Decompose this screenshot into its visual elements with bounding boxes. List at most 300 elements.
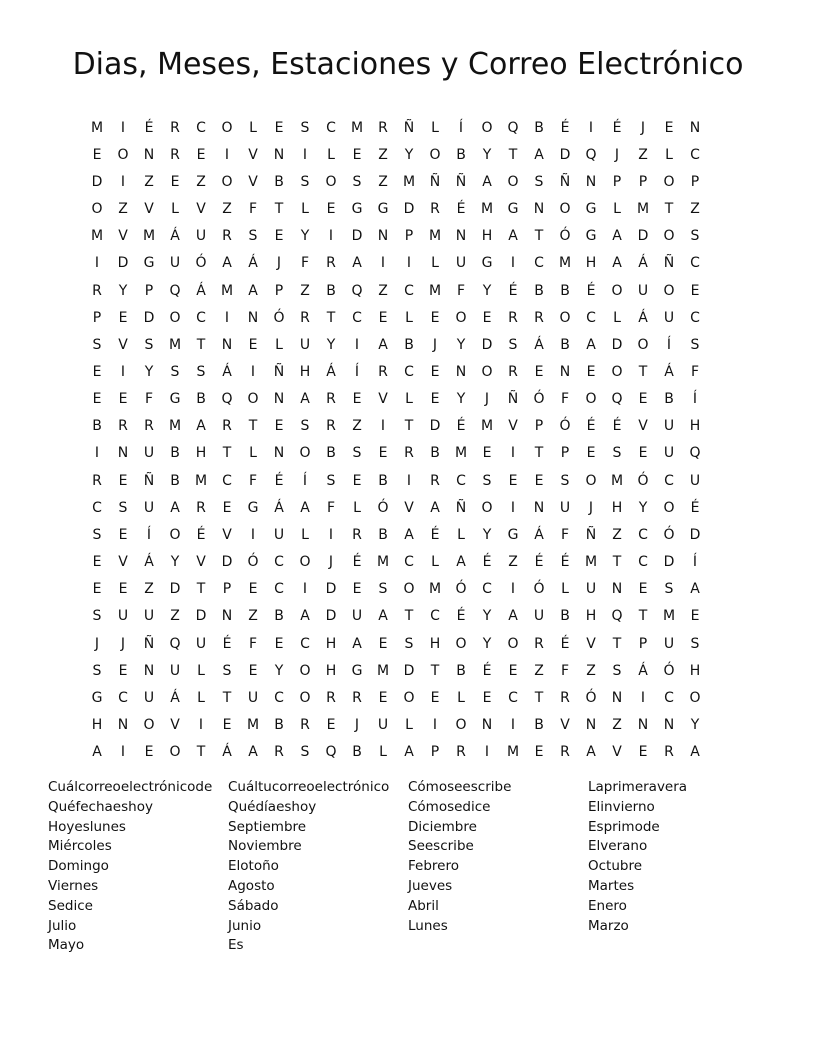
grid-letter: D [481,336,493,353]
word-bank-item: Enero [588,897,627,914]
grid-letter: S [404,635,414,652]
grid-letter: I [250,363,256,380]
grid-letter: E [482,689,492,706]
grid-letter: S [560,472,570,489]
grid-letter: Ñ [143,472,155,489]
grid-letter: S [300,119,310,136]
grid-letter: R [170,146,180,163]
grid-letter: U [299,336,311,353]
grid-letter: O [507,173,519,190]
grid-letter: M [662,608,676,625]
grid-letter: L [665,146,673,163]
grid-letter: Á [638,255,648,272]
word-bank-item: Febrero [408,858,459,875]
grid-letter: Ó [663,526,675,543]
word-bank-item: Quéfechaeshoy [48,798,153,815]
grid-letter: T [248,418,258,435]
word-bank-column-2 [228,778,408,956]
grid-letter: Z [690,201,700,218]
grid-letter: Ó [455,581,467,598]
grid-letter: U [585,581,597,598]
grid-letter: U [663,418,675,435]
grid-letter: O [559,309,571,326]
grid-letter: L [197,662,205,679]
grid-letter: O [663,173,675,190]
grid-letter: A [534,146,544,163]
grid-letter: B [326,445,336,462]
grid-letter: B [274,173,284,190]
grid-letter: Q [351,282,363,299]
grid-letter: E [482,309,492,326]
page-title: Dias, Meses, Estaciones y Correo Electrónico [72,47,744,82]
grid-letter: A [248,744,258,761]
grid-letter: B [378,472,388,489]
grid-letter: A [352,635,362,652]
grid-letter: R [456,744,466,761]
grid-letter: V [144,201,154,218]
grid-letter: Ó [533,391,545,408]
grid-row [84,440,734,467]
grid-letter: A [248,282,258,299]
grid-letter: I [510,255,516,272]
grid-letter: C [404,363,414,380]
grid-letter: I [120,363,126,380]
grid-letter: V [586,635,596,652]
grid-letter: Q [169,635,181,652]
grid-letter: E [222,717,232,734]
grid-letter: J [614,146,620,163]
grid-letter: Á [170,228,180,245]
grid-letter: M [610,472,624,489]
grid-letter: D [429,418,441,435]
grid-letter: E [118,662,128,679]
grid-letter: D [689,526,701,543]
grid-letter: U [689,472,701,489]
grid-letter: P [560,445,570,462]
grid-letter: R [534,309,544,326]
grid-letter: E [378,689,388,706]
grid-row [84,576,734,603]
grid-letter: Á [196,282,206,299]
grid-letter: A [378,336,388,353]
grid-letter: É [196,526,206,543]
grid-letter: M [246,717,260,734]
grid-letter: C [430,608,440,625]
grid-letter: D [663,554,675,571]
grid-letter: B [170,445,180,462]
grid-letter: S [352,173,362,190]
grid-letter: S [482,472,492,489]
grid-letter: U [273,526,285,543]
word-bank-item: Laprimeravera [588,779,688,795]
grid-letter: L [249,445,257,462]
grid-letter: R [92,472,102,489]
grid-letter: G [377,201,389,218]
grid-letter: V [222,526,232,543]
grid-letter: O [299,554,311,571]
word-bank-column-3 [408,778,588,936]
grid-letter: G [585,201,597,218]
grid-letter: S [118,499,128,516]
grid-letter: V [378,391,388,408]
grid-letter: M [168,418,182,435]
grid-letter: I [224,146,230,163]
grid-letter: O [689,689,701,706]
grid-letter: Á [170,689,180,706]
grid-row [84,141,734,168]
grid-letter: R [222,228,232,245]
grid-letter: I [588,119,594,136]
grid-letter: E [508,662,518,679]
grid-letter: N [143,146,155,163]
grid-letter: Í [354,363,360,380]
grid-letter: S [612,662,622,679]
grid-letter: I [94,255,100,272]
grid-letter: N [377,228,389,245]
grid-letter: R [326,391,336,408]
grid-letter: Z [378,146,388,163]
grid-letter: R [508,309,518,326]
grid-letter: H [299,363,311,380]
grid-letter: L [353,499,361,516]
grid-letter: N [273,146,285,163]
grid-letter: Ñ [507,391,519,408]
grid-row [84,657,734,684]
grid-letter: A [482,173,492,190]
grid-letter: C [92,499,102,516]
grid-letter: E [92,581,102,598]
grid-letter: O [585,472,597,489]
grid-letter: S [144,336,154,353]
grid-letter: Ñ [429,173,441,190]
grid-letter: E [352,146,362,163]
grid-letter: C [274,581,284,598]
grid-letter: J [640,119,646,136]
grid-letter: G [143,255,155,272]
grid-letter: V [560,717,570,734]
grid-letter: E [352,581,362,598]
grid-letter: C [638,526,648,543]
grid-letter: H [325,635,337,652]
grid-letter: Y [170,554,180,571]
grid-letter: S [690,336,700,353]
grid-letter: N [117,445,129,462]
word-bank-column-4 [588,778,768,936]
grid-letter: E [92,554,102,571]
grid-letter: E [482,445,492,462]
grid-letter: S [92,662,102,679]
grid-letter: P [534,418,544,435]
grid-letter: S [92,608,102,625]
grid-letter: L [197,689,205,706]
word-bank-item: Seescribe [408,838,474,855]
grid-letter: Í [146,526,152,543]
grid-letter: S [300,418,310,435]
grid-letter: D [637,228,649,245]
grid-letter: S [300,744,310,761]
grid-letter: A [300,391,310,408]
grid-letter: R [404,445,414,462]
grid-letter: É [456,418,466,435]
grid-letter: C [222,472,232,489]
grid-letter: U [533,608,545,625]
grid-letter: V [118,336,128,353]
grid-letter: V [404,499,414,516]
grid-letter: J [432,336,438,353]
word-bank-item: Jueves [408,877,453,894]
grid-letter: R [196,499,206,516]
grid-letter: D [351,228,363,245]
grid-letter: O [637,336,649,353]
grid-letter: G [585,228,597,245]
grid-letter: N [611,689,623,706]
word-bank-item: Marzo [588,917,629,934]
grid-letter: C [690,255,700,272]
grid-letter: E [586,445,596,462]
grid-letter: U [663,635,675,652]
grid-letter: P [92,309,102,326]
word-bank-item: Es [228,937,244,954]
grid-letter: Z [144,581,154,598]
grid-letter: V [196,554,206,571]
grid-letter: H [429,635,441,652]
grid-letter: E [534,363,544,380]
grid-row [84,630,734,657]
grid-letter: T [222,689,232,706]
grid-letter: Y [144,363,154,380]
grid-letter: Í [458,119,464,136]
grid-letter: Ó [559,418,571,435]
grid-letter: É [560,554,570,571]
word-bank-item: Quédíaeshoy [228,798,317,815]
grid-letter: O [117,146,129,163]
grid-letter: O [585,391,597,408]
grid-letter: Á [222,363,232,380]
grid-letter: P [144,282,154,299]
grid-letter: T [534,689,544,706]
grid-letter: B [560,608,570,625]
grid-letter: C [664,472,674,489]
grid-letter: O [143,717,155,734]
grid-letter: D [403,662,415,679]
grid-letter: C [300,635,310,652]
grid-letter: D [143,309,155,326]
grid-letter: R [118,418,128,435]
grid-letter: N [273,391,285,408]
grid-letter: É [352,554,362,571]
grid-letter: E [664,119,674,136]
word-bank-item: Esprimode [588,818,660,835]
grid-letter: L [301,201,309,218]
grid-letter: H [481,228,493,245]
grid-letter: O [663,228,675,245]
grid-letter: É [144,119,154,136]
grid-letter: J [120,635,126,652]
grid-letter: N [221,608,233,625]
grid-letter: R [222,418,232,435]
grid-letter: C [326,119,336,136]
grid-letter: G [247,499,259,516]
grid-letter: L [405,309,413,326]
grid-letter: A [378,608,388,625]
grid-letter: N [533,201,545,218]
grid-letter: E [352,391,362,408]
grid-letter: L [301,526,309,543]
grid-row [84,168,734,195]
grid-letter: P [638,635,648,652]
grid-letter: S [664,581,674,598]
grid-letter: E [274,635,284,652]
grid-letter: É [560,119,570,136]
grid-letter: E [352,472,362,489]
grid-letter: É [274,472,284,489]
grid-letter: É [586,418,596,435]
grid-letter: Q [221,391,233,408]
grid-letter: Y [482,282,492,299]
grid-letter: G [351,662,363,679]
grid-letter: F [560,526,570,543]
grid-letter: T [638,363,648,380]
grid-letter: Y [482,146,492,163]
grid-letter: O [221,119,233,136]
grid-letter: M [428,282,442,299]
grid-letter: O [455,717,467,734]
grid-letter: C [274,554,284,571]
grid-letter: I [302,581,308,598]
grid-letter: D [195,608,207,625]
word-bank-item: Viernes [48,877,99,894]
grid-letter: L [431,119,439,136]
grid-letter: L [275,336,283,353]
grid-letter: E [118,309,128,326]
grid-letter: G [507,201,519,218]
grid-letter: Á [638,662,648,679]
grid-letter: A [300,499,310,516]
grid-letter: É [430,526,440,543]
grid-letter: I [380,418,386,435]
grid-letter: R [534,635,544,652]
grid-letter: Z [378,282,388,299]
grid-letter: M [428,228,442,245]
grid-letter: E [118,581,128,598]
grid-letter: B [92,418,102,435]
grid-letter: U [169,662,181,679]
word-bank-item: Elverano [588,838,648,855]
grid-letter: H [91,717,103,734]
grid-row [84,195,734,222]
grid-letter: A [170,499,180,516]
grid-letter: Y [638,499,648,516]
grid-letter: Á [248,255,258,272]
grid-letter: Q [585,146,597,163]
grid-letter: U [663,445,675,462]
grid-letter: A [300,608,310,625]
grid-letter: Ñ [559,173,571,190]
grid-letter: F [248,201,258,218]
grid-letter: D [91,173,103,190]
grid-letter: Z [612,717,622,734]
grid-letter: O [325,173,337,190]
word-bank-item: Abril [408,897,439,914]
grid-letter: P [430,744,440,761]
grid-letter: Á [534,526,544,543]
grid-letter: N [455,363,467,380]
grid-letter: P [274,282,284,299]
grid-letter: Q [325,744,337,761]
grid-letter: E [378,445,388,462]
word-bank-item: Sedice [48,897,93,914]
grid-letter: E [430,391,440,408]
grid-letter: E [430,689,440,706]
grid-letter: Z [248,608,258,625]
grid-letter: E [638,744,648,761]
grid-letter: M [90,228,104,245]
grid-letter: T [196,744,206,761]
grid-letter: Z [118,201,128,218]
grid-letter: E [144,744,154,761]
grid-letter: I [484,744,490,761]
grid-letter: E [638,581,648,598]
grid-row [84,494,734,521]
grid-letter: O [169,744,181,761]
grid-letter: Ñ [663,255,675,272]
grid-letter: G [169,391,181,408]
grid-letter: Q [611,608,623,625]
grid-letter: O [403,689,415,706]
grid-letter: O [247,391,259,408]
grid-letter: U [247,689,259,706]
grid-letter: F [560,662,570,679]
grid-letter: E [248,662,258,679]
grid-letter: Z [534,662,544,679]
grid-letter: É [482,662,492,679]
grid-letter: E [92,146,102,163]
grid-row [84,521,734,548]
grid-letter: Z [170,608,180,625]
grid-letter: R [170,119,180,136]
grid-letter: É [612,119,622,136]
grid-letter: D [169,581,181,598]
grid-letter: H [585,608,597,625]
grid-letter: Q [689,445,701,462]
grid-letter: N [585,717,597,734]
grid-letter: Á [534,336,544,353]
grid-letter: A [690,581,700,598]
word-bank-item: Noviembre [228,838,302,855]
grid-letter: O [507,635,519,652]
grid-letter: O [481,119,493,136]
grid-letter: A [92,744,102,761]
grid-letter: Ó [559,228,571,245]
grid-row [84,413,734,440]
grid-letter: R [560,744,570,761]
grid-letter: U [143,689,155,706]
grid-letter: T [274,201,284,218]
grid-letter: T [196,581,206,598]
grid-letter: U [377,717,389,734]
word-bank-item: Diciembre [408,818,477,835]
grid-letter: S [378,581,388,598]
grid-letter: Ó [663,662,675,679]
grid-letter: R [300,309,310,326]
grid-row [84,331,734,358]
grid-letter: Y [456,391,466,408]
grid-letter: F [248,635,258,652]
word-bank-item: Septiembre [228,818,307,835]
grid-letter: D [221,554,233,571]
grid-letter: M [142,228,156,245]
grid-letter: U [143,499,155,516]
